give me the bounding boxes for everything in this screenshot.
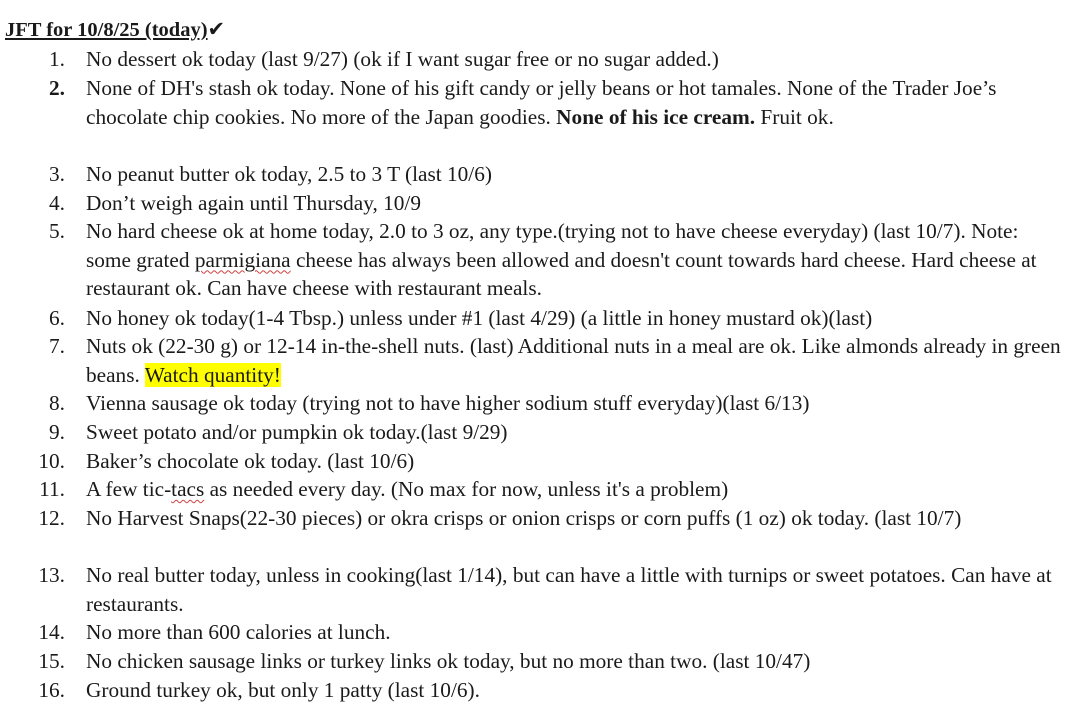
text-segment: No peanut butter ok today, 2.5 to 3 T (last 10/6): [86, 162, 492, 186]
list-item-number: 8.: [49, 391, 65, 415]
text-segment: No chicken sausage links or turkey links ok today, but no more than two. (last 10/47): [86, 649, 811, 673]
text-segment: No hard cheese ok at home today, 2.0 to 3 oz, any type.(trying not to have cheese everyday) (last 10/7). Note: some grated: [86, 219, 1019, 272]
list-item-text: [86, 475, 1068, 504]
list-item-text: [86, 447, 1068, 476]
checkmark-icon: ✔: [207, 17, 226, 41]
list-item-number: 16.: [38, 678, 65, 702]
list-item-text: [86, 418, 1068, 447]
list-item-number: 2.: [49, 76, 65, 100]
list-item-number: 12.: [38, 506, 65, 530]
text-segment: Fruit ok.: [755, 104, 834, 129]
text-segment: Baker’s chocolate ok today. (last 10/6): [86, 449, 415, 473]
highlighted-text: Watch quantity!: [144, 362, 281, 387]
list-item-text: [86, 561, 1068, 618]
text-segment: Ground turkey ok, but only 1 patty (last 10/6).: [86, 678, 480, 702]
list-item-text: [86, 217, 1068, 303]
text-segment: Nuts ok (22-30 g) or 12-14 in-the-shell nuts. (last) Additional nuts in a meal are ok. Like almonds already in green beans.: [86, 334, 1061, 387]
list-item-text: [86, 647, 1068, 676]
list-item-text: [86, 389, 1068, 418]
list-item-number: 14.: [38, 620, 65, 644]
list-item-text: [86, 304, 1068, 333]
list-item-number: 4.: [49, 191, 65, 215]
list-item-number: 5.: [49, 219, 65, 243]
list-item-text: [86, 45, 1068, 74]
text-segment: Don’t weigh again until Thursday, 10/9: [86, 191, 421, 215]
text-segment: No honey ok today(1-4 Tbsp.) unless under #1 (last 4/29) (a little in honey mustard ok)(last): [86, 306, 873, 330]
text-segment: A few tic-: [86, 477, 172, 501]
text-segment: None of DH's stash ok today. None of his gift candy or jelly beans or hot tamales. None of the Trader Joe’s chocolate chip cookies. No more of the Japan goodies.: [86, 76, 997, 129]
list-item-text: [86, 676, 1068, 705]
list-item-text: [86, 74, 1068, 131]
misspelled-word: tacs: [171, 477, 205, 501]
misspelled-word: parmigiana: [194, 247, 291, 272]
list-item-text: [86, 504, 1068, 533]
bold-text: None of his ice cream.: [556, 104, 756, 129]
text-segment: Vienna sausage ok today (trying not to have higher sodium stuff everyday)(last 6/13): [86, 391, 810, 415]
text-segment: as needed every day. (No max for now, unless it's a problem): [204, 477, 729, 501]
list-item-text: [86, 332, 1068, 389]
heading-title: JFT for 10/8/25 (today): [5, 19, 208, 41]
text-segment: No real butter today, unless in cooking(last 1/14), but can have a little with turnips or sweet potatoes. Can have at restaurants.: [86, 563, 1052, 616]
text-segment: Sweet potato and/or pumpkin ok today.(last 9/29): [86, 420, 508, 444]
text-segment: No Harvest Snaps(22-30 pieces) or okra crisps or onion crisps or corn puffs (1 oz) ok today. (last 10/7): [86, 506, 962, 530]
list-item-number: 9.: [49, 420, 65, 444]
list-item-text: [86, 160, 1068, 189]
text-segment: No more than 600 calories at lunch.: [86, 620, 391, 644]
list-item-text: [86, 189, 1068, 218]
list-item-number: 11.: [39, 477, 65, 501]
text-segment: cheese has always been allowed and doesn't count towards hard cheese. Hard cheese at restaurant ok. Can have cheese with restaurant meals.: [86, 247, 1037, 301]
list-item-text: [86, 618, 1068, 647]
text-segment: No dessert ok today (last 9/27) (ok if I want sugar free or no sugar added.): [86, 47, 719, 71]
list-item-number: 7.: [49, 334, 65, 358]
list-item-number: 6.: [49, 306, 65, 330]
list-item-number: 15.: [38, 649, 65, 673]
list-item-number: 10.: [38, 449, 65, 473]
list-item-number: 3.: [49, 162, 65, 186]
list-item-number: 13.: [38, 563, 65, 587]
document-heading: [5, 14, 225, 45]
list-item-number: 1.: [49, 47, 65, 71]
